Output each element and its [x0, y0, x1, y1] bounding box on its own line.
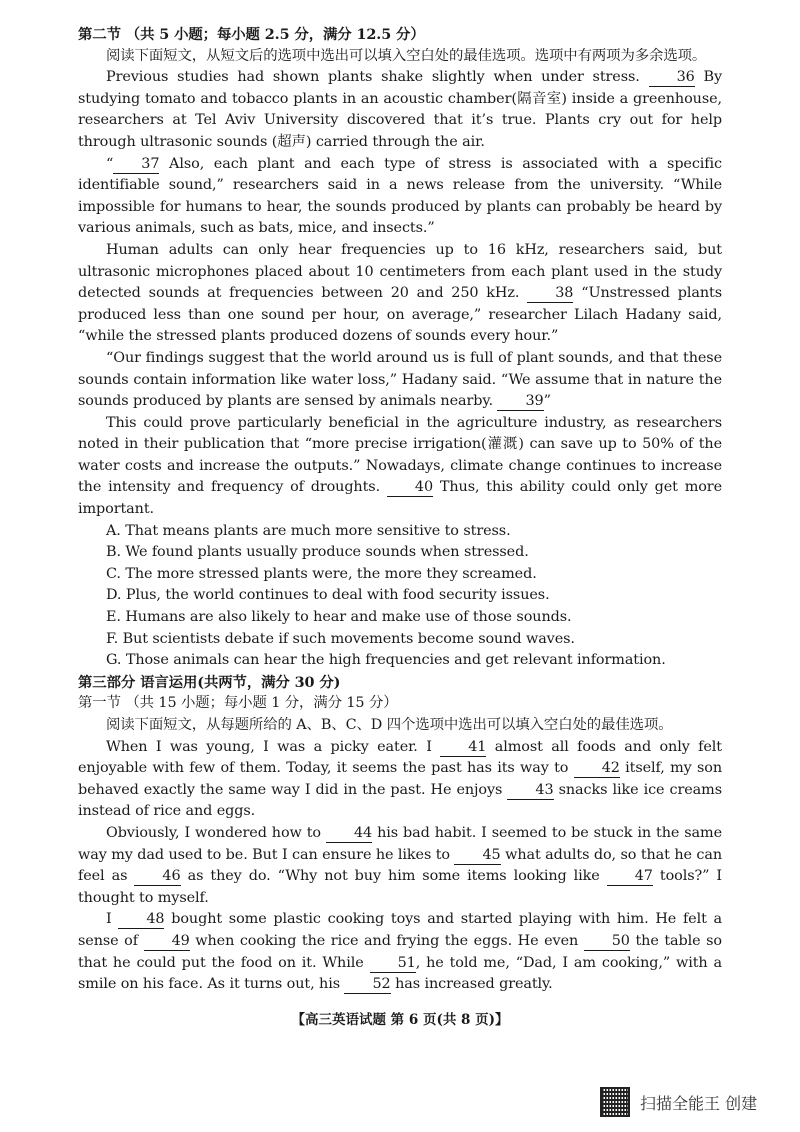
text: when cooking the rice and frying the eggs. He even — [195, 932, 579, 949]
scanner-label: 扫描全能王 创建 — [640, 1093, 758, 1113]
text: what adults do, so that he can feel as — [78, 846, 723, 885]
passage1-paragraph-5 — [78, 413, 722, 521]
blank-46: 46 — [134, 868, 180, 886]
text: I — [106, 911, 112, 928]
blank-37: 37 — [113, 156, 159, 174]
blank-49: 49 — [144, 933, 190, 951]
option-f: F. But scientists debate if such movements become sound waves. — [106, 630, 575, 647]
qr-code-icon — [600, 1087, 630, 1117]
text: “ — [106, 155, 114, 172]
blank-48: 48 — [118, 911, 164, 929]
blank-38: 38 — [527, 285, 573, 303]
text: “Our findings suggest that the world around us is full of plant sounds, and that these sounds contain information like water loss,” Hadany said. “We assume that in nature the sounds produced by plants are sensed by animals nearby. — [78, 349, 722, 410]
passage1-paragraph-4 — [78, 348, 722, 413]
page-footer: 【高三英语试题 第 6 页(共 8 页)】 — [291, 1012, 509, 1028]
passage2-paragraph-1 — [78, 737, 722, 823]
text: Previous studies had shown plants shake slightly when under stress. — [106, 69, 640, 86]
option-c: C. The more stressed plants were, the more they screamed. — [106, 565, 537, 582]
text: ” — [543, 393, 551, 410]
blank-43: 43 — [507, 782, 553, 800]
text: Also, each plant and each type of stress is associated with a specific identifiable sound,” researchers said in a news release from the university. “While impossible for humans to hear, the sounds produced by plants can probably be heard by various animals, such as bats, mice, and insects.” — [78, 155, 722, 237]
text: “Unstressed plants produced less than one sound per hour, on average,” researcher Lilach Hadany said, “while the stressed plants produced dozens of sounds every hour.” — [78, 285, 722, 345]
blank-50: 50 — [584, 933, 630, 951]
blank-40: 40 — [387, 479, 433, 497]
text: Obviously, I wondered how to — [106, 824, 321, 841]
text: his bad habit. I seemed to be stuck in the same way my dad used to be. But I can ensure he likes to — [78, 824, 723, 863]
text: snacks like ice creams instead of rice and eggs. — [78, 781, 722, 820]
text: Thus, this ability could only get more important. — [78, 479, 722, 518]
option-d: D. Plus, the world continues to deal with food security issues. — [106, 587, 550, 604]
text: tools?” I thought to myself. — [78, 868, 723, 906]
blank-41: 41 — [440, 739, 486, 757]
blank-39: 39 — [497, 393, 543, 411]
passage1-paragraph-2 — [78, 154, 722, 240]
blank-45: 45 — [454, 847, 500, 865]
scanner-watermark — [600, 1084, 790, 1120]
blank-51: 51 — [370, 955, 416, 973]
passage1-paragraph-3 — [78, 240, 722, 348]
text: By studying tomato and tobacco plants in an acoustic chamber(隔音室) inside a greenhouse, researchers at Tel Aviv University discovered that it’s true. Plants cry out for help through ultrasonic sounds (超声) carried through the air. — [78, 69, 722, 150]
part3-instruction: 阅读下面短文，从每题所给的 A、B、C、D 四个选项中选出可以填入空白处的最佳选项。 — [106, 717, 673, 733]
text: itself, my son behaved exactly the same way I did in the past. He enjoys — [78, 760, 722, 798]
blank-42: 42 — [574, 760, 620, 778]
text: Human adults can only hear frequencies up to 16 kHz, researchers said, but ultrasonic microphones placed about 10 centimeters from each plant used in the study detected sounds at frequencies between 20 and 250 kHz. — [78, 241, 722, 302]
blank-36: 36 — [649, 69, 695, 87]
text: bought some plastic cooking toys and started playing with him. He felt a sense of — [78, 911, 722, 949]
text: When I was young, I was a picky eater. I — [106, 738, 432, 755]
text: This could prove particularly beneficial in the agriculture industry, as researchers noted in their publication that “more precise irrigation(灌溉) can save up to 50% of the water costs and increase the outputs.” Nowadays, climate change continues to increase the intensity and frequency of droughts. — [78, 414, 722, 496]
text: has increased greatly. — [395, 976, 553, 993]
text: as they do. “Why not buy him some items looking like — [187, 868, 600, 885]
blank-52: 52 — [344, 976, 390, 994]
part3-heading: 第三部分 语言运用(共两节，满分 30 分) — [78, 673, 341, 691]
option-e: E. Humans are also likely to hear and make use of those sounds. — [106, 609, 572, 626]
part3-section1-heading: 第一节 （共 15 小题；每小题 1 分，满分 15 分） — [78, 695, 398, 712]
text: almost all foods and only felt enjoyable with few of them. Today, it seems the past has its way to — [78, 738, 722, 777]
option-b: B. We found plants usually produce sounds when stressed. — [106, 544, 529, 561]
passage2-paragraph-2 — [78, 823, 722, 909]
text: , he told me, “Dad, I am cooking,” with a smile on his face. As it turns out, his — [78, 954, 722, 993]
option-g: G. Those animals can hear the high frequencies and get relevant information. — [106, 652, 666, 669]
passage2-paragraph-3 — [78, 909, 722, 995]
option-a: A. That means plants are much more sensitive to stress. — [106, 522, 511, 539]
passage1-paragraph-1 — [78, 67, 722, 153]
text: the table so that he could put the food on it. While — [78, 932, 722, 971]
blank-47: 47 — [607, 868, 653, 886]
page-content — [78, 24, 722, 996]
section2-heading: 第二节 （共 5 小题；每小题 2.5 分，满分 12.5 分） — [78, 26, 425, 43]
section2-instruction: 阅读下面短文，从短文后的选项中选出可以填入空白处的最佳选项。选项中有两项为多余选项。 — [106, 47, 707, 64]
blank-44: 44 — [326, 825, 372, 843]
